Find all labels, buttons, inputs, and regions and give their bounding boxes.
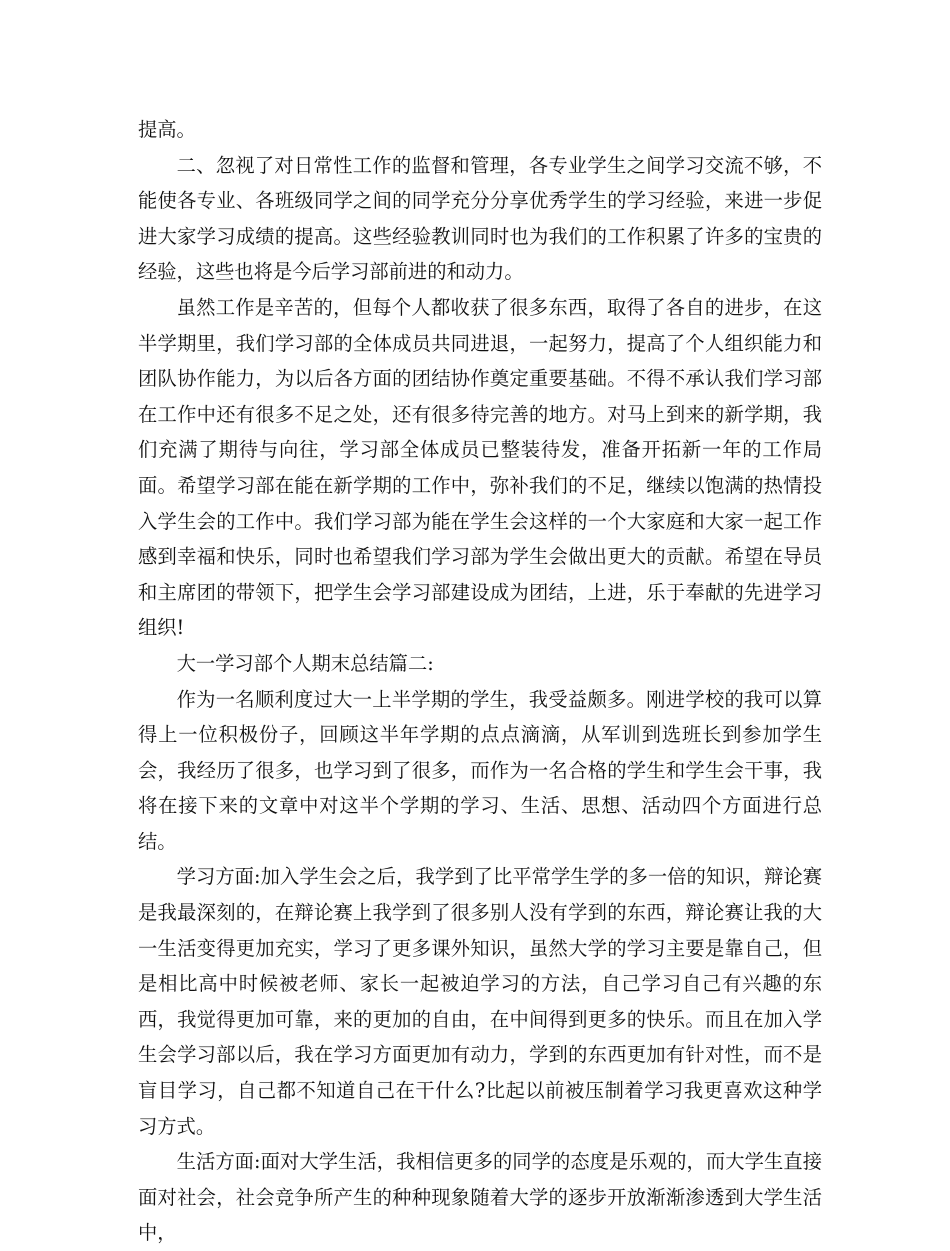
paragraph-reflection: 虽然工作是辛苦的，但每个人都收获了很多东西，取得了各自的进步，在这半学期里，我们学习部的全体成员共同进退，一起努力，提高了个人组织能力和团队协作能力，为以后各方面的团结协作奠定重要基础。不得不承认我们学习部在工作中还有很多不足之处，还有很多待完善的地方。对马上到来的新学期，我们充满了期待与向往，学习部全体成员已整装待发，准备开拓新一年的工作局面。希望学习部在能在新学期的工作中，弥补我们的不足，继续以饱满的热情投入学生会的工作中。我们学习部为能在学生会这样的一个大家庭和大家一起工作感到幸福和快乐，同时也希望我们学习部为学生会做出更大的贡献。希望在导员和主席团的带领下，把学生会学习部建设成为团结，上进，乐于奉献的先进学习组织! — [138, 295, 822, 640]
paragraph-study: 学习方面:加入学生会之后，我学到了比平常学生学的多一倍的知识，辩论赛是我最深刻的，在辩论赛上我学到了很多别人没有学到的东西，辩论赛让我的大一生活变得更加充实，学习了更多课外知识，虽然大学的学习主要是靠自己，但是相比高中时候被老师、家长一起被迫学习的方法，自己学习自己有兴趣的东西，我觉得更加可靠，来的更加的自由，在中间得到更多的快乐。而且在加入学生会学习部以后，我在学习方面更加有动力，学到的东西更加有针对性，而不是盲目学习，自己都不知道自己在干什么?比起以前被压制着学习我更喜欢这种学习方式。 — [138, 865, 822, 1138]
document-body — [138, 112, 822, 1251]
paragraph-continuation: 提高。 — [138, 118, 196, 141]
paragraph-life: 生活方面:面对大学生活，我相信更多的同学的态度是乐观的，而大学生直接面对社会，社会竞争所产生的种种现象随着大学的逐步开放渐渐渗透到大学生活中， — [138, 1150, 822, 1245]
paragraph-introduction: 作为一名顺利度过大一上半学期的学生，我受益颇多。刚进学校的我可以算得上一位积极份子，回顾这半年学期的点点滴滴，从军训到选班长到参加学生会，我经历了很多，也学习到了很多，而作为一名合格的学生和学生会干事，我将在接下来的文章中对这半个学期的学习、生活、思想、活动四个方面进行总结。 — [138, 687, 822, 853]
section-heading: 大一学习部个人期末总结篇二: — [176, 651, 434, 675]
paragraph-shortcomings: 二、忽视了对日常性工作的监督和管理，各专业学生之间学习交流不够，不能使各专业、各班级同学之间的同学充分分享优秀学生的学习经验，来进一步促进大家学习成绩的提高。这些经验教训同时也为我们的工作积累了许多的宝贵的经验，这些也将是今后学习部前进的和动力。 — [138, 153, 822, 284]
